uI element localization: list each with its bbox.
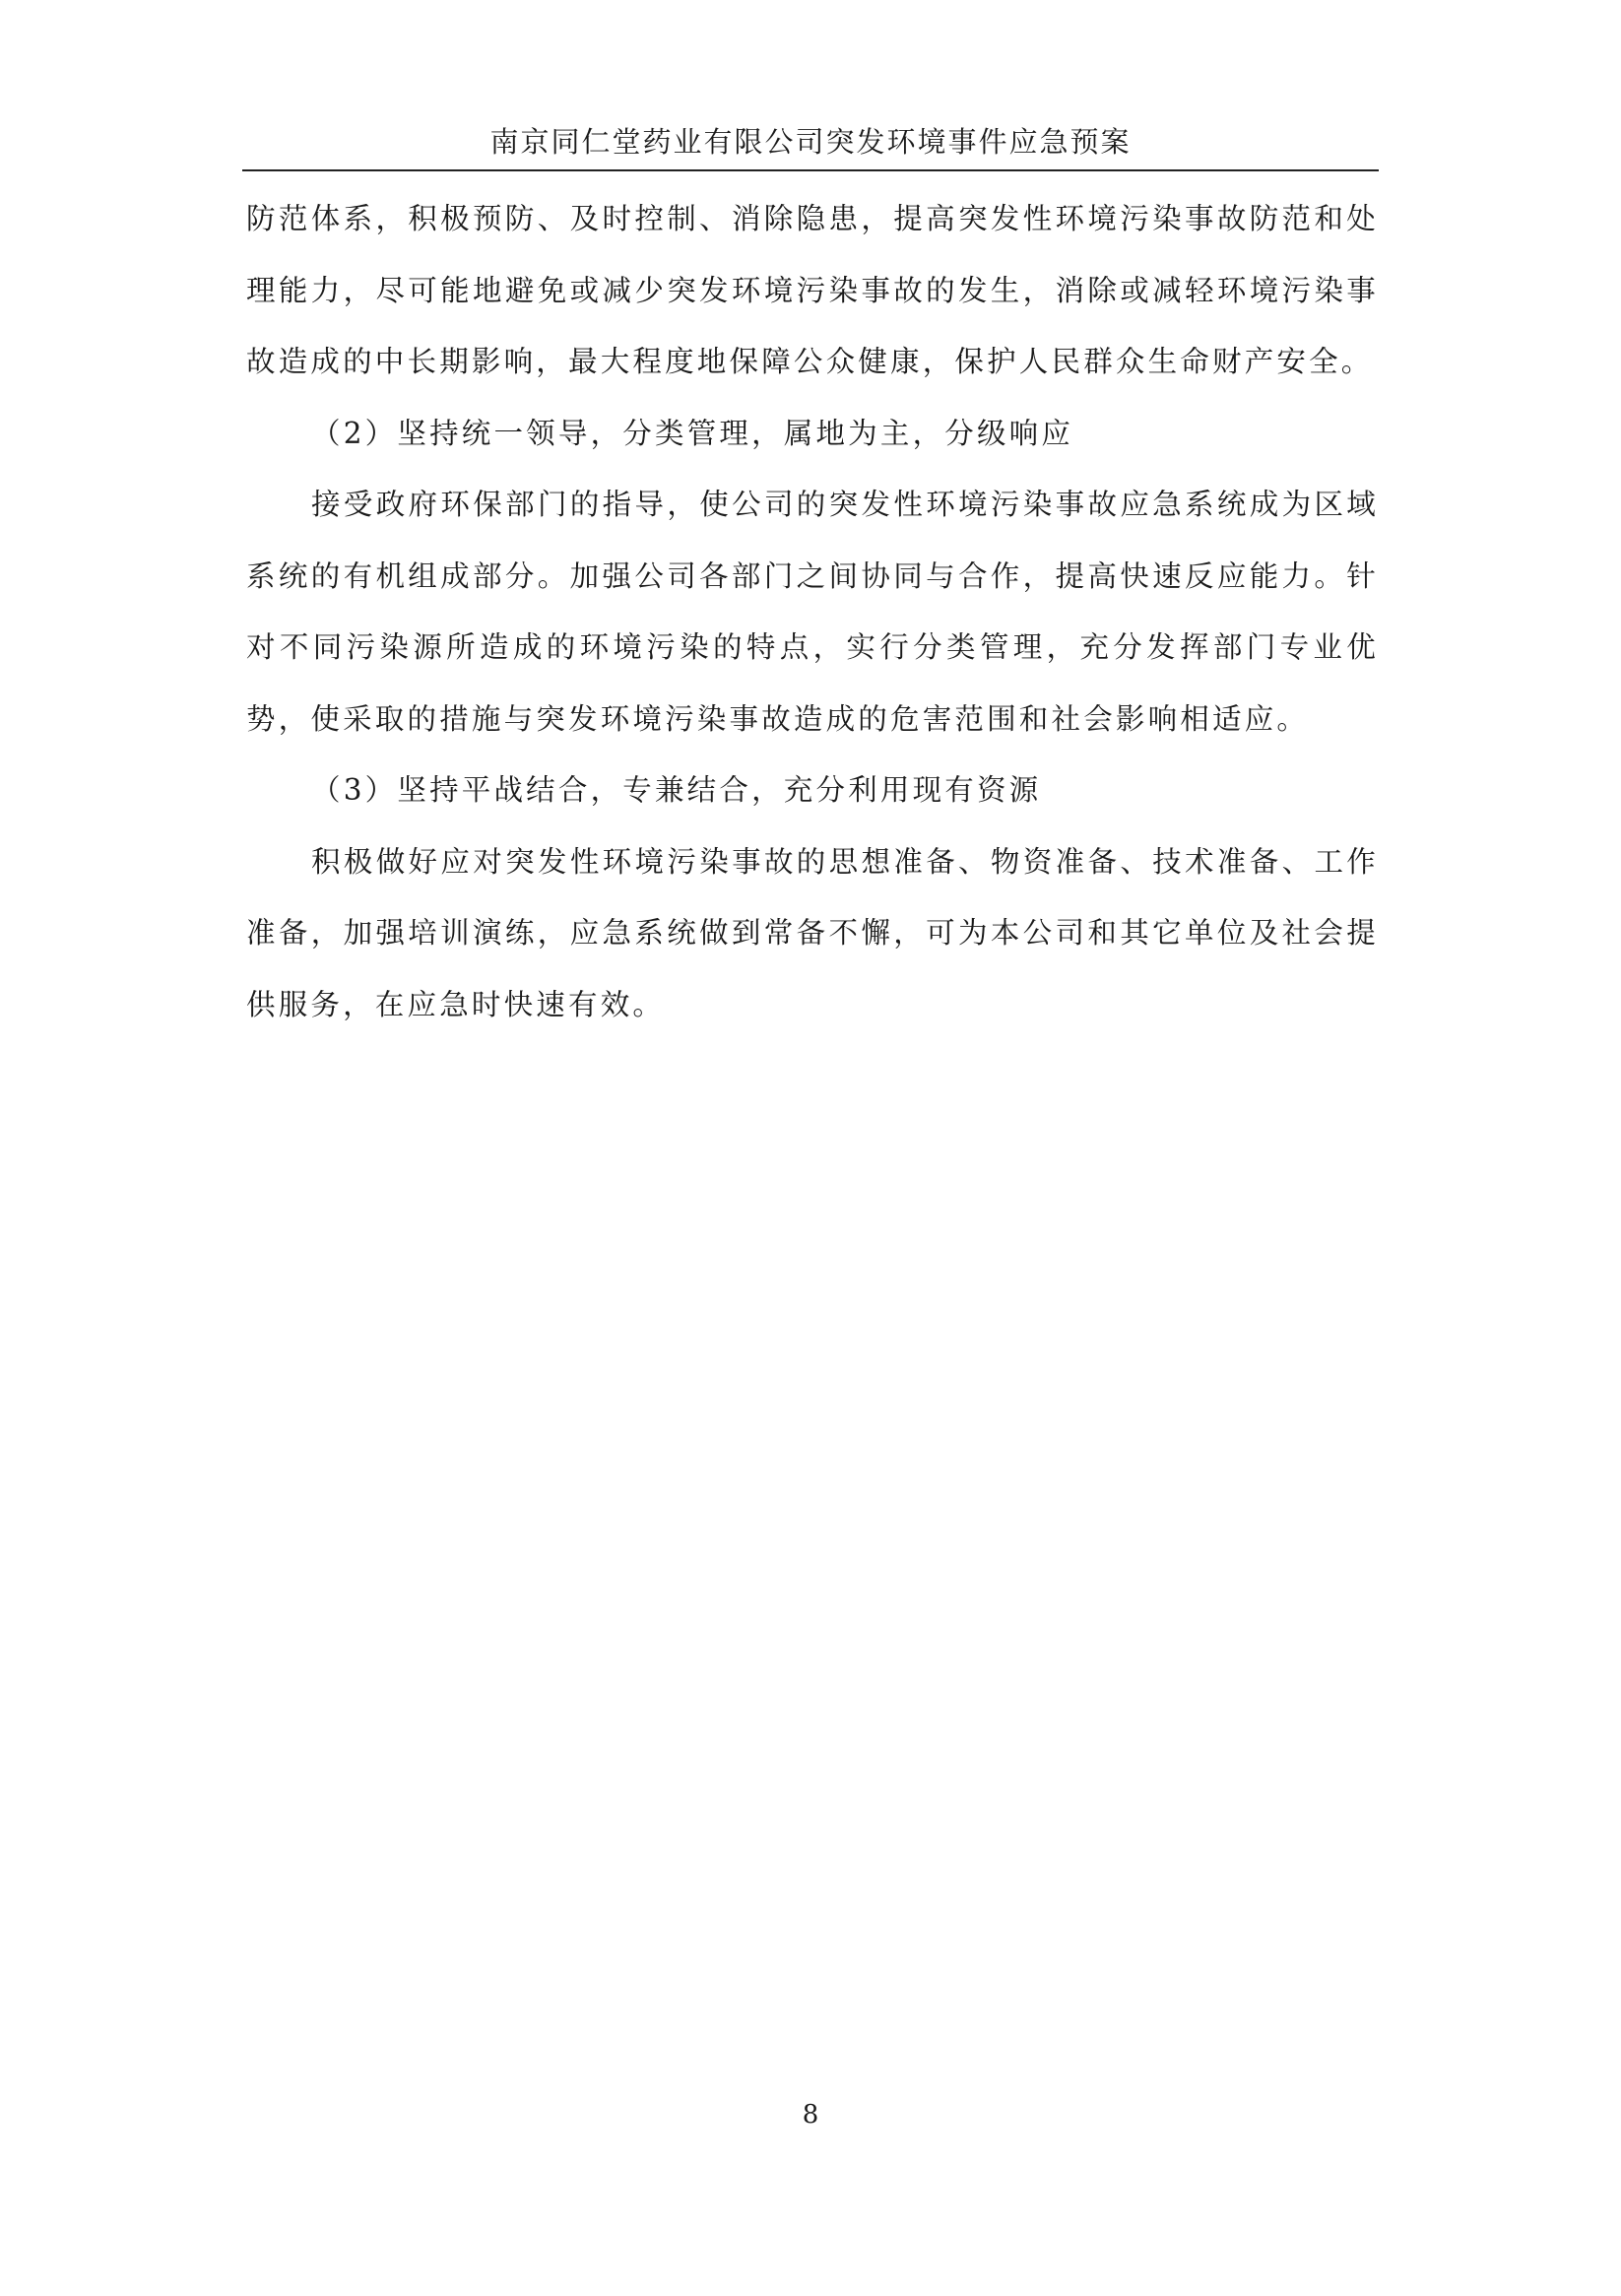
section-heading-2: （2）坚持统一领导，分类管理，属地为主，分级响应 (311, 416, 1074, 450)
page-number: 8 (802, 2100, 819, 2130)
document-body (246, 183, 1379, 1040)
paragraph: 接受政府环保部门的指导，使公司的突发性环境污染事故应急系统成为区域系统的有机组成部分。加强公司各部门之间协同与合作，提高快速反应能力。针对不同污染源所造成的环境污染的特点，实行分类管理，充分发挥部门专业优势，使采取的措施与突发环境污染事故造成的危害范围和社会影响相适应。 (246, 488, 1379, 736)
section-heading-3: （3）坚持平战结合，专兼结合，充分利用现有资源 (311, 773, 1042, 807)
header-divider (242, 169, 1379, 171)
paragraph-continued: 防范体系，积极预防、及时控制、消除隐患，提高突发性环境污染事故防范和处理能力，尽可能地避免或减少突发环境污染事故的发生，消除或减轻环境污染事故造成的中长期影响，最大程度地保障公众健康，保护人民群众生命财产安全。 (246, 202, 1379, 378)
paragraph: 积极做好应对突发性环境污染事故的思想准备、物资准备、技术准备、工作准备，加强培训演练，应急系统做到常备不懈，可为本公司和其它单位及社会提供服务，在应急时快速有效。 (246, 844, 1379, 1021)
page-header-title: 南京同仁堂药业有限公司突发环境事件应急预案 (489, 125, 1132, 159)
